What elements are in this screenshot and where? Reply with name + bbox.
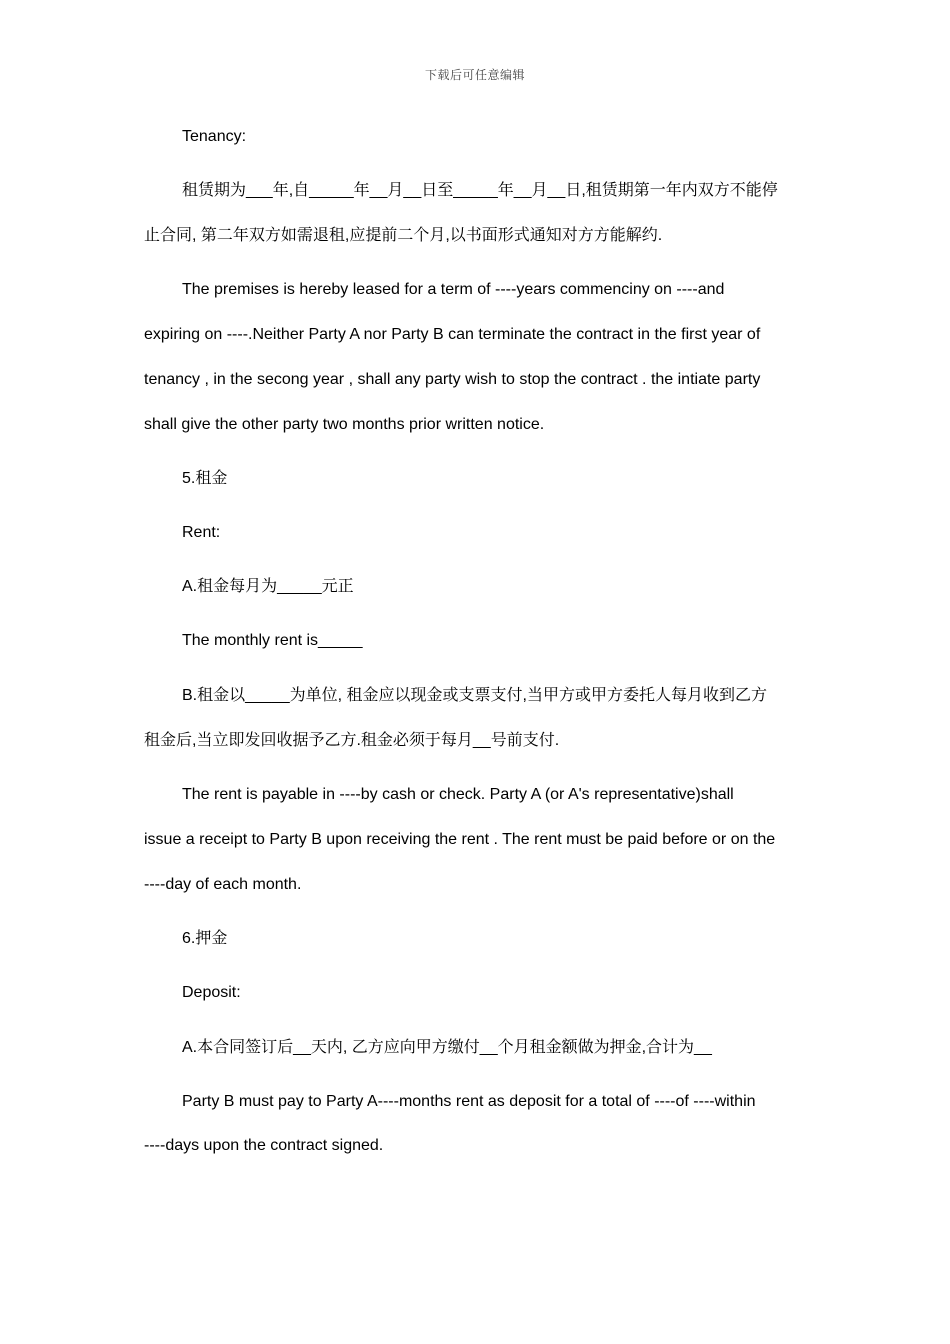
rent-clause-b-en-line-3: ----day of each month. <box>144 876 302 893</box>
rent-clause-b-en-line-2: issue a receipt to Party B upon receiving the rent . The rent must be paid before or on the <box>144 831 776 848</box>
rent-clause-a-en: The monthly rent is_____ <box>182 632 363 649</box>
tenancy-cn-line-1: 租赁期为___年,自_____年__月__日至_____年__月__日,租赁期第一年内双方不能停 <box>182 182 778 199</box>
deposit-clause-a-en-line-1: Party B must pay to Party A----months rent as deposit for a total of ----of ----within <box>182 1093 756 1110</box>
section-6-heading: 6.押金 <box>182 930 228 947</box>
page-header: 下载后可任意编辑 <box>424 68 525 82</box>
tenancy-heading: Tenancy: <box>182 128 247 145</box>
tenancy-cn-line-2: 止合同, 第二年双方如需退租,应提前二个月,以书面形式通知对方方能解约. <box>144 227 663 244</box>
rent-clause-b-cn-line-2: 租金后,当立即发回收据予乙方.租金必须于每月__号前支付. <box>144 732 560 749</box>
tenancy-en-line-2: expiring on ----.Neither Party A nor Party B can terminate the contract in the first year of <box>144 326 761 343</box>
deposit-clause-a-en-line-2: ----days upon the contract signed. <box>144 1137 384 1154</box>
rent-heading: Rent: <box>182 524 221 541</box>
deposit-clause-a-cn: A.本合同签订后__天内, 乙方应向甲方缴付__个月租金额做为押金,合计为__ <box>182 1039 712 1056</box>
tenancy-en-line-1: The premises is hereby leased for a term of ----years commenciny on ----and <box>182 281 725 298</box>
section-5-heading: 5.租金 <box>182 470 228 487</box>
tenancy-en-line-4: shall give the other party two months prior written notice. <box>144 416 545 433</box>
rent-clause-b-cn-line-1: B.租金以_____为单位, 租金应以现金或支票支付,当甲方或甲方委托人每月收到乙方 <box>182 687 767 704</box>
deposit-heading: Deposit: <box>182 984 241 1001</box>
rent-clause-a-cn: A.租金每月为_____元正 <box>182 578 354 595</box>
tenancy-en-line-3: tenancy , in the secong year , shall any party wish to stop the contract . the intiate party <box>144 371 761 388</box>
rent-clause-b-en-line-1: The rent is payable in ----by cash or check. Party A (or A's representative)shall <box>182 786 734 803</box>
